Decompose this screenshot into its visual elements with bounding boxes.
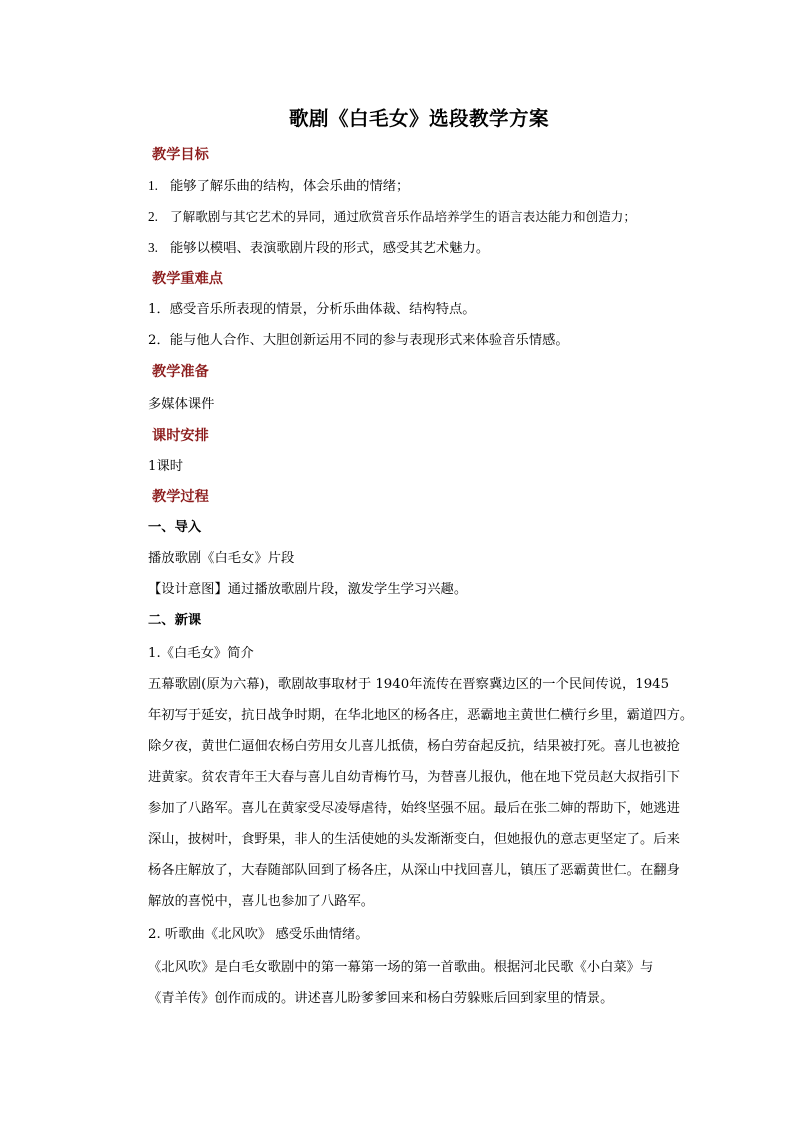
schedule-text: 1课时	[148, 459, 184, 474]
goal-item-2-num: 2.	[148, 209, 158, 224]
goals-heading: 教学目标	[152, 147, 209, 163]
goal-item-1-text: 能够了解乐曲的结构，体会乐曲的情绪；	[170, 179, 410, 194]
key-point-2: 2．能与他人合作、大胆创新运用不同的参与表现形式来体验音乐情感。	[148, 333, 569, 348]
process-heading: 教学过程	[152, 489, 209, 505]
key-points-heading: 教学重难点	[152, 271, 223, 287]
story-line-3: 除夕夜，黄世仁逼佃农杨白劳用女儿喜儿抵债，杨白劳奋起反抗，结果被打死。喜儿也被抢	[148, 739, 680, 754]
story-line-5: 参加了八路军。喜儿在黄家受尽凌辱虐待，始终坚强不屈。最后在张二婶的帮助下，她逃进	[148, 801, 680, 816]
document-title: 歌剧《白毛女》选段教学方案	[288, 107, 549, 130]
section-2-title: 2. 听歌曲《北风吹》 感受乐曲情绪。	[148, 927, 369, 942]
goal-item-2-text: 了解歌剧与其它艺术的异同，通过欣赏音乐作品培养学生的语言表达能力和创造力；	[170, 209, 636, 224]
prep-text: 多媒体课件	[148, 397, 215, 412]
story-line-1: 五幕歌剧(原为六幕)，歌剧故事取材于 1940年流传在晋察冀边区的一个民间传说，1945	[148, 677, 670, 692]
intro-label: 一、导入	[148, 520, 202, 535]
section-1-title: 1.《白毛女》简介	[148, 646, 254, 661]
goal-item-3-text: 能够以模唱、表演歌剧片段的形式，感受其艺术魅力。	[170, 241, 490, 256]
story-line-2: 年初写于延安，抗日战争时期，在华北地区的杨各庄，恶霸地主黄世仁横行乡里，霸道四方。	[148, 708, 694, 723]
new-lesson-label: 二、新课	[148, 613, 202, 628]
intro-line-1: 播放歌剧《白毛女》片段	[148, 551, 295, 566]
goal-item-1	[148, 177, 409, 196]
story-line-7: 杨各庄解放了，大春随部队回到了杨各庄，从深山中找回喜儿，镇压了恶霸黄世仁。在翻身	[148, 863, 680, 878]
story-line-6: 深山，披树叶，食野果，非人的生活使她的头发渐渐变白，但她报仇的意志更坚定了。后来	[148, 832, 680, 847]
goal-item-1-num: 1.	[148, 178, 158, 193]
song-line-2: 《青羊传》创作而成的。讲述喜儿盼爹爹回来和杨白劳躲账后回到家里的情景。	[148, 991, 614, 1006]
prep-heading: 教学准备	[152, 364, 209, 380]
goal-item-2	[148, 208, 636, 227]
goal-item-3	[148, 239, 489, 258]
intro-line-2: 【设计意图】通过播放歌剧片段，激发学生学习兴趣。	[148, 582, 468, 597]
goal-item-3-num: 3.	[148, 240, 158, 255]
song-line-1: 《北风吹》是白毛女歌剧中的第一幕第一场的第一首歌曲。根据河北民歌《小白菜》与	[148, 960, 654, 975]
story-line-8: 解放的喜悦中，喜儿也参加了八路军。	[148, 894, 375, 909]
schedule-heading: 课时安排	[152, 428, 209, 444]
key-point-1: 1．感受音乐所表现的情景，分析乐曲体裁、结构特点。	[148, 302, 476, 317]
story-line-4: 进黄家。贫农青年王大春与喜儿自幼青梅竹马，为替喜儿报仇，他在地下党员赵大叔指引下	[148, 770, 680, 785]
